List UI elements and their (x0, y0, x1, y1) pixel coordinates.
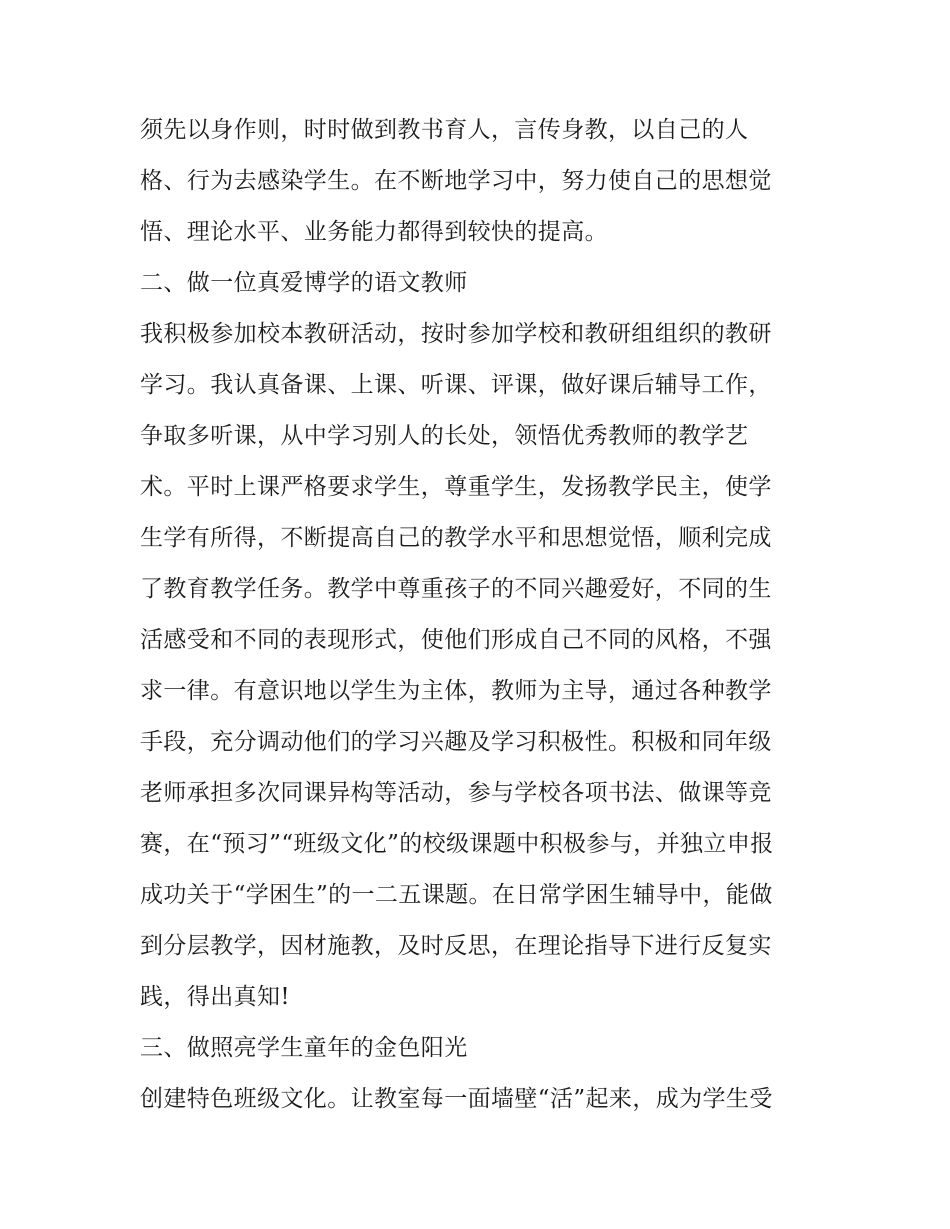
paragraph-line: 践，得出真知! (140, 984, 291, 1010)
paragraph-line: 到分层教学，因材施教，及时反思，在理论指导下进行反复实 (140, 933, 772, 959)
paragraph-line: 创建特色班级文化。让教室每一面墙壁“活”起来，成为学生受 (140, 1086, 773, 1112)
paragraph-line: 争取多听课，从中学习别人的长处，领悟优秀教师的教学艺 (140, 423, 749, 449)
paragraph-line: 我积极参加校本教研活动，按时参加学校和教研组组织的教研 (140, 321, 772, 347)
paragraph-line: 格、行为去感染学生。在不断地学习中，努力使自己的思想觉 (140, 168, 772, 194)
paragraph-line: 生学有所得，不断提高自己的教学水平和思想觉悟，顺利完成 (140, 525, 772, 551)
paragraph-line: 老师承担多次同课异构等活动，参与学校各项书法、做课等竞 (140, 780, 772, 806)
paragraph-line: 赛，在“预习”“班级文化”的校级课题中积极参与，并独立申报 (140, 831, 774, 857)
paragraph-line: 须先以身作则，时时做到教书育人，言传身教，以自己的人 (140, 117, 749, 143)
paragraph-line: 手段，充分调动他们的学习兴趣及学习积极性。积极和同年级 (140, 729, 772, 755)
paragraph-line: 术。平时上课严格要求学生，尊重学生，发扬教学民主，使学 (140, 474, 772, 500)
paragraph-line: 成功关于“学困生”的一二五课题。在日常学困生辅导中，能做 (140, 882, 773, 908)
paragraph-line: 了教育教学任务。教学中尊重孩子的不同兴趣爱好，不同的生 (140, 576, 772, 602)
section-heading: 三、做照亮学生童年的金色阳光 (140, 1035, 468, 1061)
paragraph-line: 求一律。有意识地以学生为主体，教师为主导，通过各种教学 (140, 678, 772, 704)
paragraph-line: 学习。我认真备课、上课、听课、评课，做好课后辅导工作， (140, 372, 772, 398)
paragraph-line: 悟、理论水平、业务能力都得到较快的提高。 (140, 219, 608, 245)
paragraph-line: 活感受和不同的表现形式，使他们形成自己不同的风格，不强 (140, 627, 772, 653)
section-heading: 二、做一位真爱博学的语文教师 (140, 270, 468, 296)
